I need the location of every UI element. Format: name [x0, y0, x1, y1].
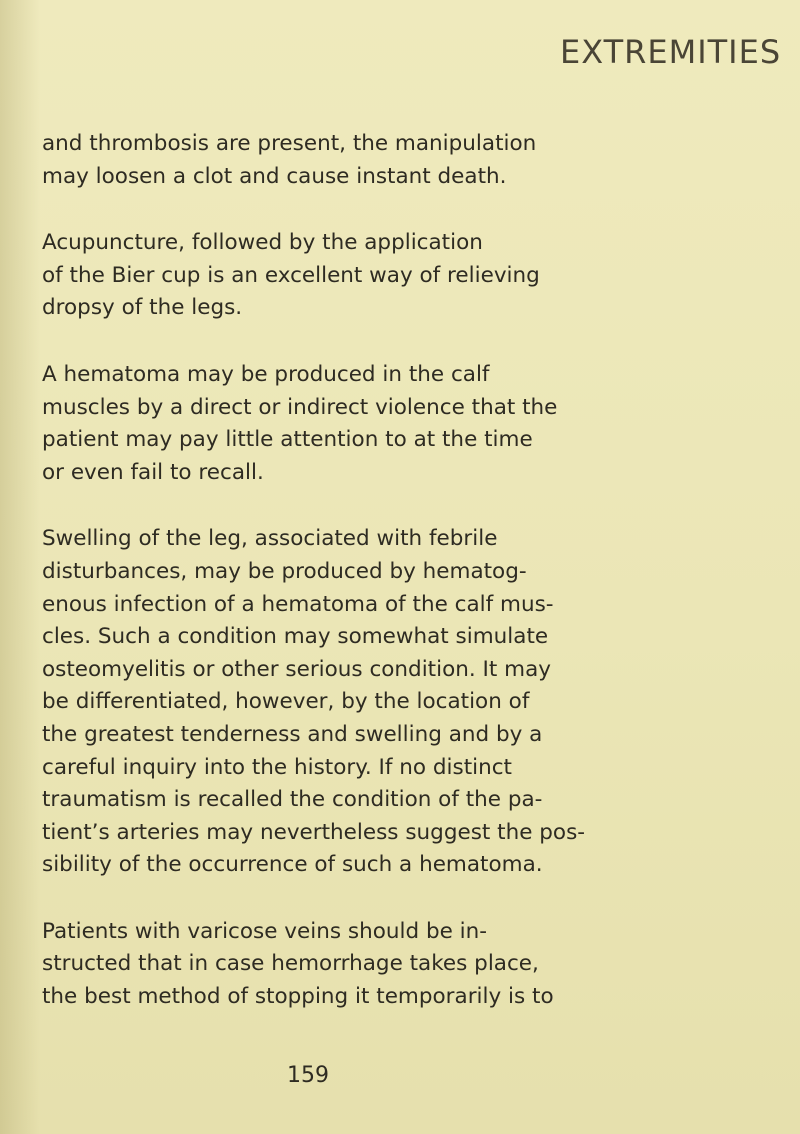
- paragraph-2: [42, 227, 582, 325]
- text-line: patient may pay little attention to at the time: [42, 427, 533, 453]
- paragraph-3: [42, 359, 582, 489]
- text-line: Patients with varicose veins should be in-: [42, 918, 488, 944]
- text-line: structed that in case hemorrhage takes place,: [42, 951, 539, 977]
- text-line: sibility of the occurrence of such a hematoma.: [42, 852, 543, 878]
- running-head: EXTREMITIES: [560, 33, 782, 71]
- text-line: osteomyelitis or other serious condition. It may: [42, 656, 551, 682]
- text-line: Acupuncture, followed by the application: [42, 230, 483, 256]
- text-line: of the Bier cup is an excellent way of relieving: [42, 262, 540, 288]
- text-line: the greatest tenderness and swelling and by a: [42, 721, 543, 747]
- text-line: and thrombosis are present, the manipulation: [42, 131, 537, 156]
- text-line: may loosen a clot and cause instant death.: [42, 163, 507, 189]
- text-line: or even fail to recall.: [42, 459, 264, 485]
- text-line: dropsy of the legs.: [42, 295, 243, 321]
- page-number: 159: [287, 1063, 329, 1088]
- text-line: cles. Such a condition may somewhat simulate: [42, 624, 549, 650]
- text-line: the best method of stopping it temporarily is to: [42, 984, 554, 1010]
- text-line: Swelling of the leg, associated with febrile: [42, 526, 498, 552]
- text-line: enous infection of a hematoma of the calf mus-: [42, 591, 554, 617]
- text-line: disturbances, may be produced by hematog-: [42, 558, 527, 584]
- text-line: careful inquiry into the history. If no distinct: [42, 754, 512, 780]
- text-line: A hematoma may be produced in the calf: [42, 361, 490, 387]
- text-line: traumatism is recalled the condition of the pa-: [42, 787, 543, 813]
- text-line: be differentiated, however, by the location of: [42, 689, 530, 715]
- body-text: [42, 128, 586, 1014]
- text-line: muscles by a direct or indirect violence that the: [42, 394, 558, 420]
- paragraph-5: [42, 916, 582, 1014]
- paragraph-4: [42, 523, 586, 882]
- paragraph-1: [42, 128, 582, 193]
- text-line: tient’s arteries may nevertheless suggest the pos-: [42, 819, 586, 845]
